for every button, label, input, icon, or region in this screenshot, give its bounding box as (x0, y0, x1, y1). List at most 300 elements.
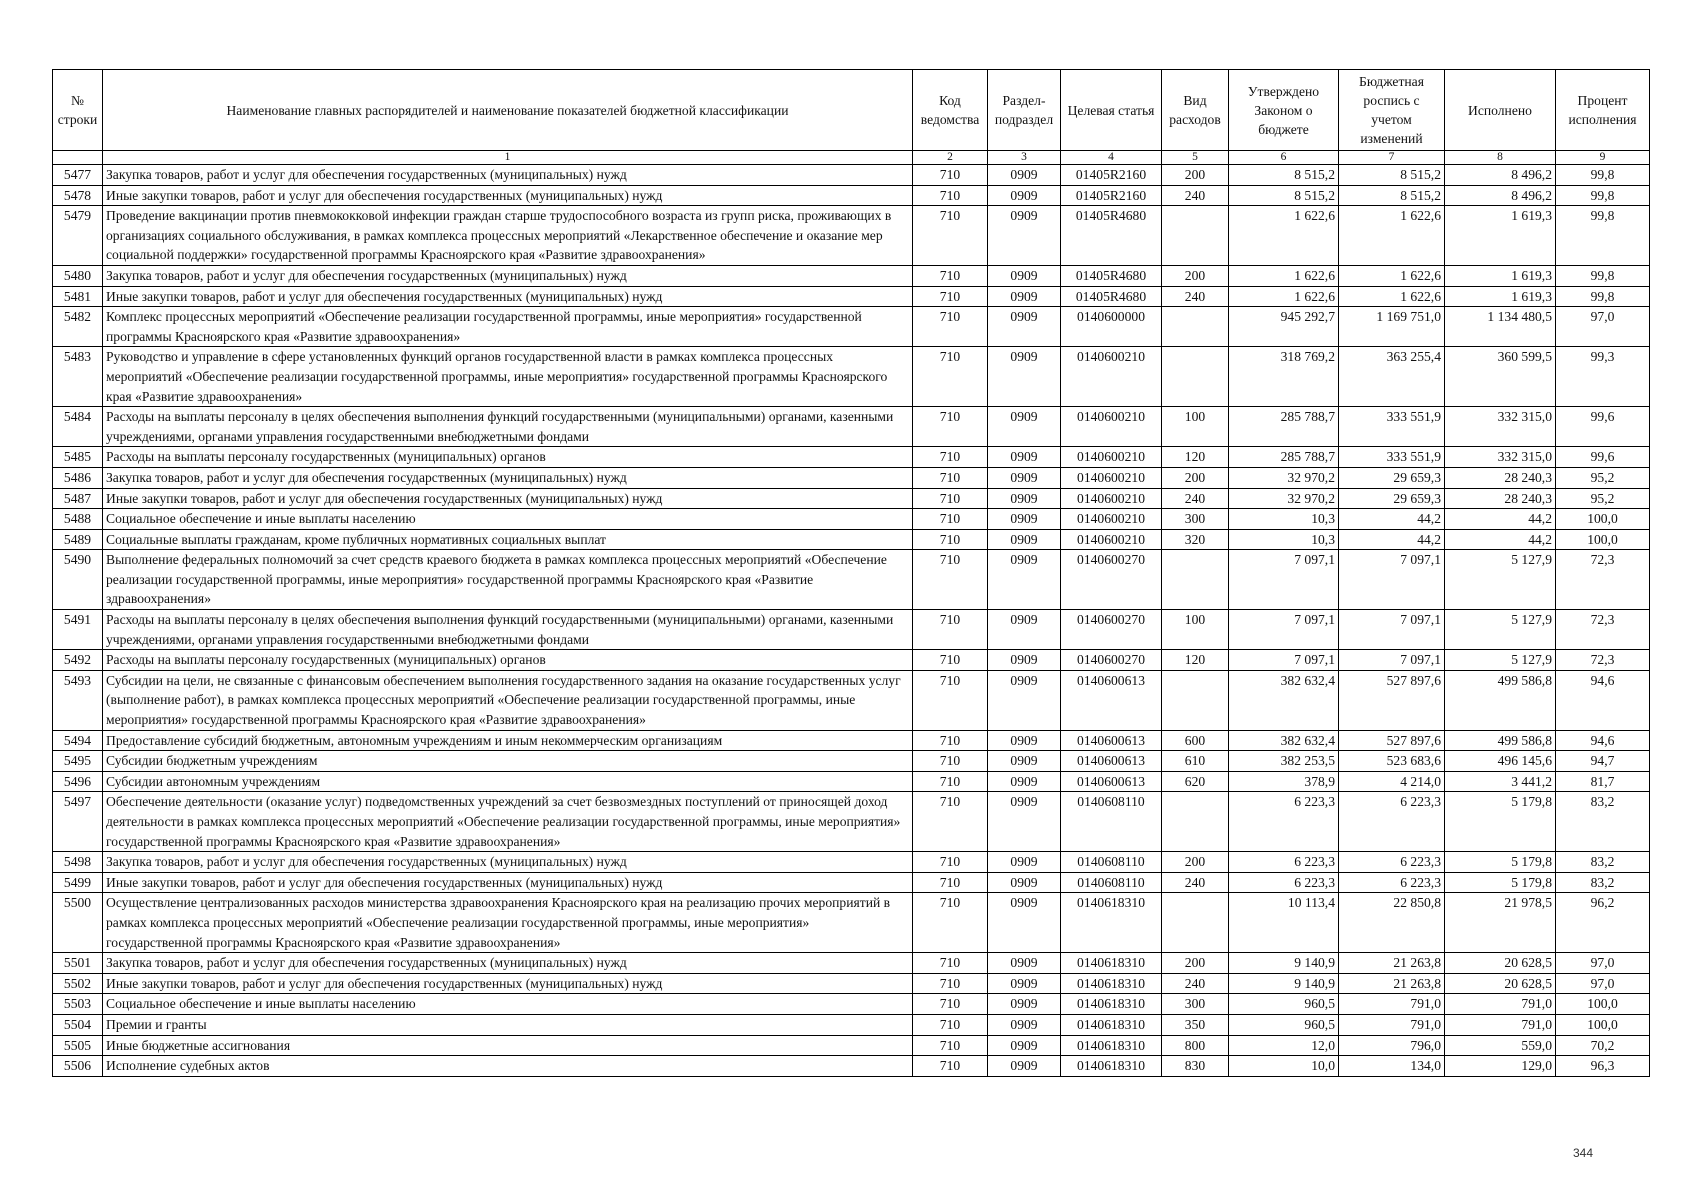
budget-schedule-cell: 8 515,2 (1339, 185, 1445, 206)
column-number: 5 (1162, 151, 1229, 165)
name-cell: Расходы на выплаты персоналу в целях обеспечения выполнения функций государственными (муниципальными) органами, казенными учреждениями, органами управления государственными внебюджетными фондами (103, 610, 913, 650)
department-code-cell: 710 (913, 1035, 988, 1056)
target-article-cell: 0140618310 (1061, 973, 1162, 994)
header-row (53, 70, 1650, 151)
column-number-row (53, 151, 1650, 165)
name-cell: Осуществление централизованных расходов министерства здравоохранения Красноярского края на реализацию прочих мероприятий в рамках комплекса процессных мероприятий «Обеспечение реализации государственной программы, иные мероприятия» государственной программы Красноярского края «Развитие здравоохранения» (103, 893, 913, 953)
row-number-cell: 5500 (53, 893, 103, 953)
executed-cell: 1 619,3 (1445, 206, 1556, 266)
row-number-cell: 5486 (53, 467, 103, 488)
approved-cell: 6 223,3 (1229, 872, 1339, 893)
executed-cell: 5 127,9 (1445, 610, 1556, 650)
department-code-cell: 710 (913, 994, 988, 1015)
row-number-cell: 5496 (53, 771, 103, 792)
department-code-cell: 710 (913, 347, 988, 407)
section-cell: 0909 (988, 467, 1061, 488)
approved-cell: 9 140,9 (1229, 973, 1339, 994)
target-article-cell: 0140618310 (1061, 994, 1162, 1015)
executed-cell: 5 127,9 (1445, 650, 1556, 671)
target-article-cell: 01405R2160 (1061, 185, 1162, 206)
name-cell: Субсидии бюджетным учреждениям (103, 751, 913, 772)
header-name: Наименование главных распорядителей и наименование показателей бюджетной классификации (103, 70, 913, 151)
target-article-cell: 01405R4680 (1061, 206, 1162, 266)
budget-schedule-cell: 527 897,6 (1339, 670, 1445, 730)
table-row (53, 670, 1650, 730)
table-row (53, 953, 1650, 974)
row-number-cell: 5478 (53, 185, 103, 206)
executed-cell: 5 179,8 (1445, 872, 1556, 893)
department-code-cell: 710 (913, 550, 988, 610)
section-cell: 0909 (988, 286, 1061, 307)
executed-cell: 28 240,3 (1445, 467, 1556, 488)
column-number: 8 (1445, 151, 1556, 165)
name-cell: Выполнение федеральных полномочий за счет средств краевого бюджета в рамках комплекса процессных мероприятий «Обеспечение реализации государственной программы, иные мероприятия» государственной программы Красноярского края «Развитие здравоохранения» (103, 550, 913, 610)
section-cell: 0909 (988, 1056, 1061, 1077)
approved-cell: 285 788,7 (1229, 447, 1339, 468)
percent-cell: 97,0 (1556, 953, 1650, 974)
expense-type-cell: 200 (1162, 467, 1229, 488)
department-code-cell: 710 (913, 307, 988, 347)
budget-schedule-cell: 4 214,0 (1339, 771, 1445, 792)
table-row (53, 610, 1650, 650)
table-row (53, 488, 1650, 509)
department-code-cell: 710 (913, 467, 988, 488)
section-cell: 0909 (988, 670, 1061, 730)
percent-cell: 94,6 (1556, 670, 1650, 730)
section-cell: 0909 (988, 347, 1061, 407)
table-row (53, 286, 1650, 307)
expense-type-cell: 620 (1162, 771, 1229, 792)
row-number-cell: 5502 (53, 973, 103, 994)
table-row (53, 347, 1650, 407)
budget-schedule-cell: 791,0 (1339, 994, 1445, 1015)
executed-cell: 559,0 (1445, 1035, 1556, 1056)
row-number-cell: 5499 (53, 872, 103, 893)
percent-cell: 99,3 (1556, 347, 1650, 407)
executed-cell: 5 179,8 (1445, 792, 1556, 852)
percent-cell: 99,8 (1556, 265, 1650, 286)
row-number-cell: 5481 (53, 286, 103, 307)
budget-schedule-cell: 7 097,1 (1339, 610, 1445, 650)
section-cell: 0909 (988, 529, 1061, 550)
department-code-cell: 710 (913, 893, 988, 953)
table-row (53, 529, 1650, 550)
percent-cell: 95,2 (1556, 488, 1650, 509)
department-code-cell: 710 (913, 1014, 988, 1035)
row-number-cell: 5493 (53, 670, 103, 730)
target-article-cell: 0140608110 (1061, 792, 1162, 852)
section-cell: 0909 (988, 771, 1061, 792)
target-article-cell: 0140600613 (1061, 730, 1162, 751)
approved-cell: 8 515,2 (1229, 165, 1339, 186)
target-article-cell: 0140618310 (1061, 1056, 1162, 1077)
department-code-cell: 710 (913, 447, 988, 468)
column-number: 2 (913, 151, 988, 165)
expense-type-cell: 240 (1162, 488, 1229, 509)
executed-cell: 20 628,5 (1445, 973, 1556, 994)
expense-type-cell (1162, 206, 1229, 266)
budget-schedule-cell: 6 223,3 (1339, 872, 1445, 893)
expense-type-cell (1162, 792, 1229, 852)
expense-type-cell: 240 (1162, 185, 1229, 206)
percent-cell: 99,8 (1556, 286, 1650, 307)
target-article-cell: 01405R4680 (1061, 286, 1162, 307)
row-number-cell: 5483 (53, 347, 103, 407)
budget-schedule-cell: 44,2 (1339, 529, 1445, 550)
department-code-cell: 710 (913, 730, 988, 751)
department-code-cell: 710 (913, 852, 988, 873)
row-number-cell: 5484 (53, 407, 103, 447)
header-section: Раздел-подраздел (988, 70, 1061, 151)
name-cell: Обеспечение деятельности (оказание услуг) подведомственных учреждений за счет безвозмездных поступлений от приносящей доход деятельности в рамках комплекса процессных мероприятий «Обеспечение реализации государственной программы, иные мероприятия» государственной программы Красноярского края «Развитие здравоохранения» (103, 792, 913, 852)
budget-schedule-cell: 6 223,3 (1339, 792, 1445, 852)
table-row (53, 893, 1650, 953)
target-article-cell: 0140600210 (1061, 529, 1162, 550)
percent-cell: 94,6 (1556, 730, 1650, 751)
row-number-cell: 5497 (53, 792, 103, 852)
row-number-cell: 5485 (53, 447, 103, 468)
table-row (53, 185, 1650, 206)
section-cell: 0909 (988, 509, 1061, 530)
executed-cell: 499 586,8 (1445, 670, 1556, 730)
approved-cell: 1 622,6 (1229, 286, 1339, 307)
section-cell: 0909 (988, 206, 1061, 266)
section-cell: 0909 (988, 550, 1061, 610)
header-department-code: Код ведомства (913, 70, 988, 151)
target-article-cell: 0140600210 (1061, 347, 1162, 407)
percent-cell: 83,2 (1556, 852, 1650, 873)
department-code-cell: 710 (913, 165, 988, 186)
section-cell: 0909 (988, 165, 1061, 186)
name-cell: Социальное обеспечение и иные выплаты населению (103, 994, 913, 1015)
percent-cell: 72,3 (1556, 610, 1650, 650)
department-code-cell: 710 (913, 407, 988, 447)
percent-cell: 97,0 (1556, 307, 1650, 347)
name-cell: Закупка товаров, работ и услуг для обеспечения государственных (муниципальных) нужд (103, 265, 913, 286)
percent-cell: 83,2 (1556, 792, 1650, 852)
approved-cell: 382 632,4 (1229, 730, 1339, 751)
row-number-cell: 5479 (53, 206, 103, 266)
name-cell: Расходы на выплаты персоналу государственных (муниципальных) органов (103, 447, 913, 468)
name-cell: Иные закупки товаров, работ и услуг для обеспечения государственных (муниципальных) нужд (103, 973, 913, 994)
expense-type-cell: 120 (1162, 447, 1229, 468)
expense-type-cell: 240 (1162, 973, 1229, 994)
approved-cell: 10,0 (1229, 1056, 1339, 1077)
executed-cell: 44,2 (1445, 529, 1556, 550)
approved-cell: 10 113,4 (1229, 893, 1339, 953)
target-article-cell: 0140608110 (1061, 872, 1162, 893)
percent-cell: 96,3 (1556, 1056, 1650, 1077)
name-cell: Расходы на выплаты персоналу государственных (муниципальных) органов (103, 650, 913, 671)
approved-cell: 10,3 (1229, 509, 1339, 530)
header-approved: Утверждено Законом о бюджете (1229, 70, 1339, 151)
percent-cell: 95,2 (1556, 467, 1650, 488)
table-row (53, 872, 1650, 893)
target-article-cell: 0140600613 (1061, 670, 1162, 730)
row-number-cell: 5489 (53, 529, 103, 550)
section-cell: 0909 (988, 893, 1061, 953)
target-article-cell: 0140600210 (1061, 447, 1162, 468)
budget-schedule-cell: 44,2 (1339, 509, 1445, 530)
row-number-cell: 5490 (53, 550, 103, 610)
target-article-cell: 0140600210 (1061, 407, 1162, 447)
section-cell: 0909 (988, 792, 1061, 852)
table-row (53, 1056, 1650, 1077)
table-body (53, 165, 1650, 1077)
table-row (53, 730, 1650, 751)
budget-schedule-cell: 29 659,3 (1339, 488, 1445, 509)
expense-type-cell: 200 (1162, 165, 1229, 186)
table-row (53, 1014, 1650, 1035)
table-row (53, 1035, 1650, 1056)
header-budget-schedule: Бюджетная роспись с учетом изменений (1339, 70, 1445, 151)
percent-cell: 99,8 (1556, 185, 1650, 206)
approved-cell: 1 622,6 (1229, 206, 1339, 266)
column-number: 6 (1229, 151, 1339, 165)
approved-cell: 1 622,6 (1229, 265, 1339, 286)
expense-type-cell (1162, 307, 1229, 347)
budget-schedule-cell: 527 897,6 (1339, 730, 1445, 751)
section-cell: 0909 (988, 973, 1061, 994)
target-article-cell: 0140600210 (1061, 467, 1162, 488)
approved-cell: 8 515,2 (1229, 185, 1339, 206)
budget-schedule-cell: 7 097,1 (1339, 550, 1445, 610)
section-cell: 0909 (988, 872, 1061, 893)
expense-type-cell: 350 (1162, 1014, 1229, 1035)
executed-cell: 499 586,8 (1445, 730, 1556, 751)
budget-schedule-cell: 1 622,6 (1339, 265, 1445, 286)
expense-type-cell (1162, 893, 1229, 953)
row-number-cell: 5491 (53, 610, 103, 650)
name-cell: Социальные выплаты гражданам, кроме публичных нормативных социальных выплат (103, 529, 913, 550)
approved-cell: 7 097,1 (1229, 610, 1339, 650)
percent-cell: 83,2 (1556, 872, 1650, 893)
section-cell: 0909 (988, 953, 1061, 974)
percent-cell: 99,8 (1556, 206, 1650, 266)
expense-type-cell: 600 (1162, 730, 1229, 751)
expense-type-cell: 240 (1162, 872, 1229, 893)
executed-cell: 1 134 480,5 (1445, 307, 1556, 347)
section-cell: 0909 (988, 1014, 1061, 1035)
name-cell: Субсидии автономным учреждениям (103, 771, 913, 792)
column-number: 1 (103, 151, 913, 165)
target-article-cell: 0140618310 (1061, 953, 1162, 974)
header-row-number: № строки (53, 70, 103, 151)
expense-type-cell (1162, 550, 1229, 610)
page-number: 344 (1573, 1146, 1594, 1160)
row-number-cell: 5501 (53, 953, 103, 974)
header-executed: Исполнено (1445, 70, 1556, 151)
department-code-cell: 710 (913, 1056, 988, 1077)
name-cell: Закупка товаров, работ и услуг для обеспечения государственных (муниципальных) нужд (103, 953, 913, 974)
executed-cell: 8 496,2 (1445, 185, 1556, 206)
table-row (53, 407, 1650, 447)
name-cell: Иные закупки товаров, работ и услуг для обеспечения государственных (муниципальных) нужд (103, 488, 913, 509)
budget-schedule-cell: 8 515,2 (1339, 165, 1445, 186)
section-cell: 0909 (988, 730, 1061, 751)
row-number-cell: 5477 (53, 165, 103, 186)
percent-cell: 72,3 (1556, 550, 1650, 610)
approved-cell: 960,5 (1229, 1014, 1339, 1035)
budget-schedule-cell: 333 551,9 (1339, 407, 1445, 447)
budget-schedule-cell: 363 255,4 (1339, 347, 1445, 407)
table-row (53, 973, 1650, 994)
approved-cell: 285 788,7 (1229, 407, 1339, 447)
expense-type-cell: 100 (1162, 407, 1229, 447)
approved-cell: 6 223,3 (1229, 792, 1339, 852)
table-row (53, 852, 1650, 873)
expense-type-cell (1162, 670, 1229, 730)
section-cell: 0909 (988, 994, 1061, 1015)
approved-cell: 318 769,2 (1229, 347, 1339, 407)
budget-schedule-cell: 21 263,8 (1339, 973, 1445, 994)
approved-cell: 12,0 (1229, 1035, 1339, 1056)
expense-type-cell: 200 (1162, 953, 1229, 974)
target-article-cell: 0140618310 (1061, 893, 1162, 953)
budget-execution-table (52, 69, 1650, 1077)
section-cell: 0909 (988, 852, 1061, 873)
department-code-cell: 710 (913, 973, 988, 994)
department-code-cell: 710 (913, 953, 988, 974)
target-article-cell: 0140600000 (1061, 307, 1162, 347)
department-code-cell: 710 (913, 792, 988, 852)
percent-cell: 99,6 (1556, 447, 1650, 468)
executed-cell: 496 145,6 (1445, 751, 1556, 772)
name-cell: Закупка товаров, работ и услуг для обеспечения государственных (муниципальных) нужд (103, 852, 913, 873)
executed-cell: 1 619,3 (1445, 286, 1556, 307)
section-cell: 0909 (988, 751, 1061, 772)
table-row (53, 307, 1650, 347)
table-row (53, 550, 1650, 610)
target-article-cell: 01405R2160 (1061, 165, 1162, 186)
row-number-cell: 5504 (53, 1014, 103, 1035)
section-cell: 0909 (988, 610, 1061, 650)
row-number-cell: 5505 (53, 1035, 103, 1056)
target-article-cell: 0140608110 (1061, 852, 1162, 873)
budget-schedule-cell: 523 683,6 (1339, 751, 1445, 772)
budget-schedule-cell: 333 551,9 (1339, 447, 1445, 468)
name-cell: Иные закупки товаров, работ и услуг для обеспечения государственных (муниципальных) нужд (103, 872, 913, 893)
department-code-cell: 710 (913, 670, 988, 730)
table-row (53, 467, 1650, 488)
section-cell: 0909 (988, 407, 1061, 447)
target-article-cell: 0140600270 (1061, 650, 1162, 671)
executed-cell: 20 628,5 (1445, 953, 1556, 974)
section-cell: 0909 (988, 488, 1061, 509)
executed-cell: 332 315,0 (1445, 447, 1556, 468)
header-expense-type: Вид расходов (1162, 70, 1229, 151)
expense-type-cell (1162, 347, 1229, 407)
department-code-cell: 710 (913, 529, 988, 550)
department-code-cell: 710 (913, 610, 988, 650)
approved-cell: 9 140,9 (1229, 953, 1339, 974)
row-number-cell: 5492 (53, 650, 103, 671)
budget-schedule-cell: 1 622,6 (1339, 286, 1445, 307)
name-cell: Комплекс процессных мероприятий «Обеспечение реализации государственной программы, иные мероприятия» государственной программы Красноярского края «Развитие здравоохранения» (103, 307, 913, 347)
department-code-cell: 710 (913, 488, 988, 509)
approved-cell: 10,3 (1229, 529, 1339, 550)
section-cell: 0909 (988, 447, 1061, 468)
approved-cell: 960,5 (1229, 994, 1339, 1015)
column-number: 9 (1556, 151, 1650, 165)
row-number-cell: 5498 (53, 852, 103, 873)
percent-cell: 99,8 (1556, 165, 1650, 186)
row-number-cell: 5506 (53, 1056, 103, 1077)
budget-schedule-cell: 1 622,6 (1339, 206, 1445, 266)
section-cell: 0909 (988, 1035, 1061, 1056)
table-row (53, 792, 1650, 852)
row-number-cell: 5488 (53, 509, 103, 530)
percent-cell: 97,0 (1556, 973, 1650, 994)
expense-type-cell: 200 (1162, 852, 1229, 873)
expense-type-cell: 300 (1162, 509, 1229, 530)
name-cell: Руководство и управление в сфере установленных функций органов государственной власти в рамках комплекса процессных мероприятий «Обеспечение реализации государственной программы, иные мероприятия» государственной программы Красноярского края «Развитие здравоохранения» (103, 347, 913, 407)
percent-cell: 100,0 (1556, 1014, 1650, 1035)
executed-cell: 5 179,8 (1445, 852, 1556, 873)
executed-cell: 332 315,0 (1445, 407, 1556, 447)
department-code-cell: 710 (913, 286, 988, 307)
budget-schedule-cell: 21 263,8 (1339, 953, 1445, 974)
name-cell: Субсидии на цели, не связанные с финансовым обеспечением выполнения государственного задания на оказание государственных услуг (выполнение работ), в рамках комплекса процессных мероприятий «Обеспечение реализации государственной программы, иные мероприятия» государственной программы Красноярского края «Развитие здравоохранения» (103, 670, 913, 730)
executed-cell: 28 240,3 (1445, 488, 1556, 509)
percent-cell: 96,2 (1556, 893, 1650, 953)
name-cell: Проведение вакцинации против пневмококковой инфекции граждан старше трудоспособного возраста из групп риска, проживающих в организациях социального обслуживания, в рамках комплекса процессных мероприятий «Лекарственное обеспечение и оказание мер социальной поддержки» государственной программы Красноярского края «Развитие здравоохранения» (103, 206, 913, 266)
expense-type-cell: 100 (1162, 610, 1229, 650)
budget-schedule-cell: 134,0 (1339, 1056, 1445, 1077)
expense-type-cell: 240 (1162, 286, 1229, 307)
expense-type-cell: 200 (1162, 265, 1229, 286)
table-header (53, 70, 1650, 165)
name-cell: Исполнение судебных актов (103, 1056, 913, 1077)
expense-type-cell: 320 (1162, 529, 1229, 550)
name-cell: Иные закупки товаров, работ и услуг для обеспечения государственных (муниципальных) нужд (103, 286, 913, 307)
table-row (53, 206, 1650, 266)
target-article-cell: 0140618310 (1061, 1035, 1162, 1056)
header-target-article: Целевая статья (1061, 70, 1162, 151)
row-number-cell: 5480 (53, 265, 103, 286)
column-number: 3 (988, 151, 1061, 165)
row-number-cell: 5495 (53, 751, 103, 772)
percent-cell: 94,7 (1556, 751, 1650, 772)
name-cell: Иные бюджетные ассигнования (103, 1035, 913, 1056)
target-article-cell: 01405R4680 (1061, 265, 1162, 286)
executed-cell: 21 978,5 (1445, 893, 1556, 953)
column-number: 4 (1061, 151, 1162, 165)
section-cell: 0909 (988, 650, 1061, 671)
approved-cell: 6 223,3 (1229, 852, 1339, 873)
table-row (53, 509, 1650, 530)
table-row (53, 447, 1650, 468)
target-article-cell: 0140600613 (1061, 751, 1162, 772)
executed-cell: 360 599,5 (1445, 347, 1556, 407)
expense-type-cell: 830 (1162, 1056, 1229, 1077)
executed-cell: 3 441,2 (1445, 771, 1556, 792)
percent-cell: 100,0 (1556, 994, 1650, 1015)
executed-cell: 5 127,9 (1445, 550, 1556, 610)
budget-schedule-cell: 796,0 (1339, 1035, 1445, 1056)
executed-cell: 129,0 (1445, 1056, 1556, 1077)
target-article-cell: 0140600270 (1061, 550, 1162, 610)
budget-schedule-cell: 22 850,8 (1339, 893, 1445, 953)
column-number: 7 (1339, 151, 1445, 165)
table-row (53, 751, 1650, 772)
budget-schedule-cell: 7 097,1 (1339, 650, 1445, 671)
target-article-cell: 0140600210 (1061, 488, 1162, 509)
department-code-cell: 710 (913, 872, 988, 893)
table-row (53, 265, 1650, 286)
percent-cell: 99,6 (1556, 407, 1650, 447)
department-code-cell: 710 (913, 265, 988, 286)
